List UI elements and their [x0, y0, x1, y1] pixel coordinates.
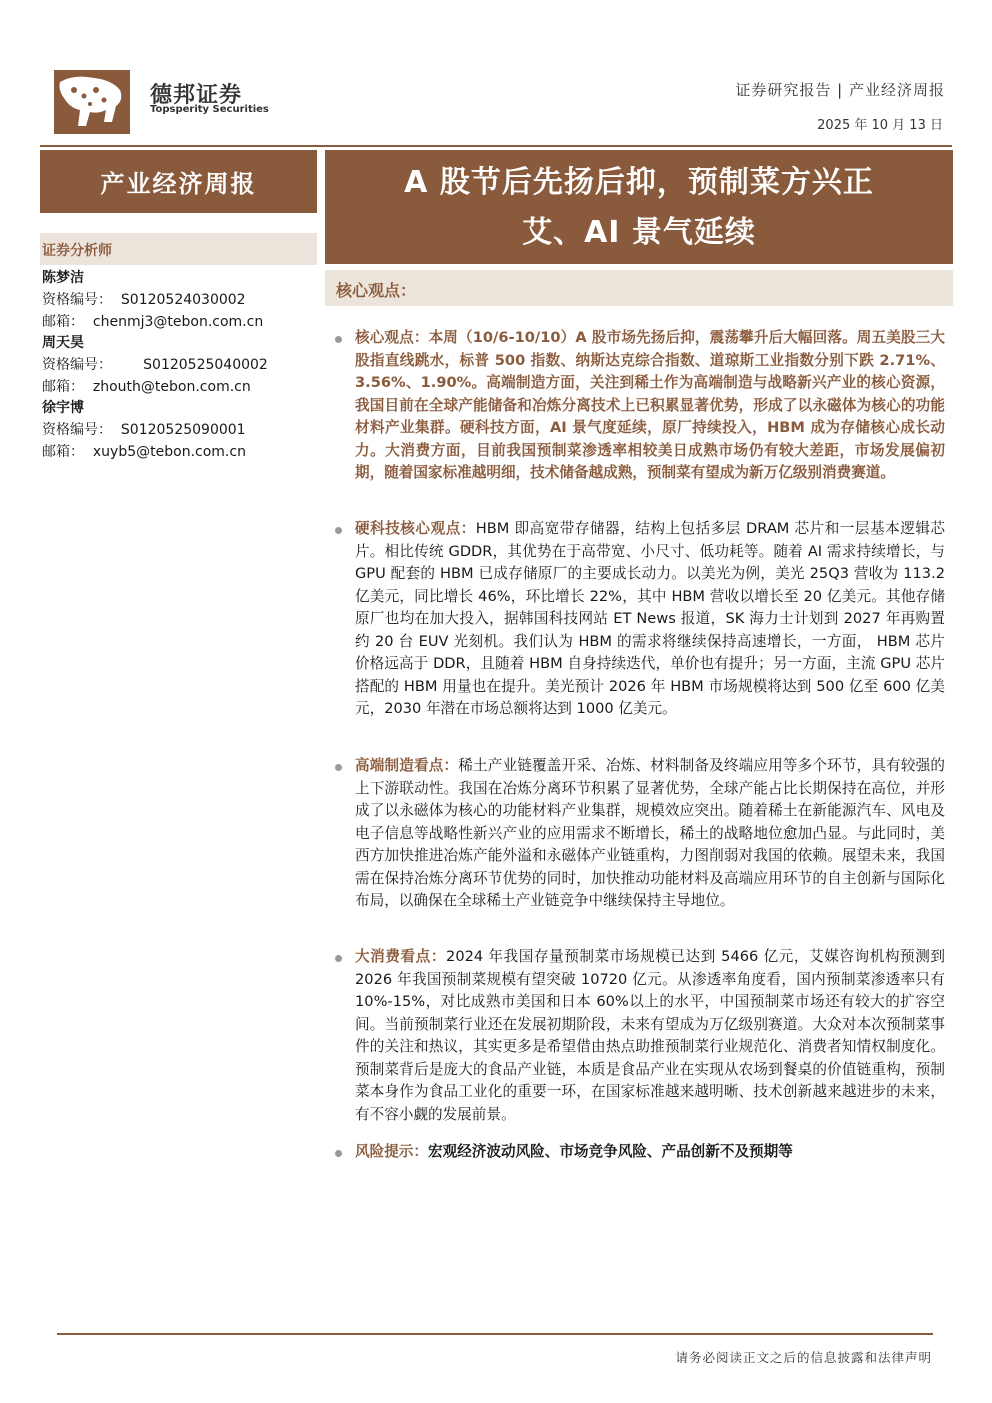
core-summary-paragraph: 核心观点：本周（10/6-10/10）A 股市场先扬后抑，震荡攀升后大幅回落。周五美股三大股指直线跳水，标普 500 指数、纳斯达克综合指数、道琼斯工业指数分别下跌 2.71%、3.56%、1.90%。高端制造方面，关注到稀土作为高端制造与战略新兴产业的核心资源，我国目前在全球产能储备和冶炼分离技术上已积累显著优势，形成了以永磁体为核心的功能材料产业集群。硬科技方面，AI 景气度延续，原厂持续投入，HBM 成为存储核心成长动力。大消费方面，目前我国预制菜渗透率相较美日成熟市场仍有较大差距，市场发展偏初期，随着国家标准越明细，技术储备越成熟，预制菜有望成为新万亿级别消费赛道。: [355, 329, 945, 481]
bullet-icon: [335, 955, 342, 962]
core-heading: 核心观点：: [336, 281, 417, 300]
brand-name-en: Topsperity Securities: [150, 104, 269, 115]
consumption-lead: 大消费看点：: [355, 948, 447, 965]
bullet-icon: [335, 764, 342, 771]
analyst-email[interactable]: 邮箱： chenmj3@tebon.com.cn: [42, 314, 264, 330]
consumption-paragraph: [355, 946, 945, 1126]
analyst-name: 徐宇博: [42, 400, 84, 416]
report-type: 证券研究报告 | 产业经济周报: [735, 81, 945, 99]
analyst-cert: 资格编号： S0120525040002: [42, 357, 268, 373]
analyst-name: 周天昊: [42, 335, 84, 351]
company-logo: [54, 70, 130, 134]
analyst-card: [42, 267, 263, 333]
analyst-heading: 证券分析师: [42, 243, 112, 259]
analyst-cert: 资格编号： S0120525090001: [42, 422, 246, 438]
report-title-line1: A 股节后先扬后抑，预制菜方兴正: [404, 165, 874, 200]
manufacturing-paragraph: [355, 755, 945, 913]
hardtech-text: HBM 即高宽带存储器，结构上包括多层 DRAM 芯片和一层基本逻辑芯片。相比传统 GDDR，其优势在于高带宽、小尺寸、低功耗等。随着 AI 需求持续增长，与 GPU 配套的 HBM 已成存储原厂的主要成长动力。以美光为例，美光 25Q3 营收为 113.2 亿美元，同比增长 46%，环比增长 22%，其中 HBM 营收以增长至 20 亿美元。其他存储原厂也均在加大投入，据韩国科技网站 ET News 报道，SK 海力士计划到 2027 年再购置约 20 台 EUV 光刻机。我们认为 HBM 的需求将继续保持高速增长，一方面， HBM 芯片价格远高于 DDR，且随着 HBM 自身持续迭代，单价也有提升；另一方面，主流 GPU 芯片搭配的 HBM 用量也在提升。美光预计 2026 年 HBM 市场规模将达到 500 亿至 600 亿美元，2030 年潜在市场总额将达到 1000 亿美元。: [355, 520, 945, 717]
analyst-card: [42, 397, 246, 463]
analyst-email[interactable]: 邮箱： zhouth@tebon.com.cn: [42, 379, 251, 395]
bullet-icon: [335, 1150, 342, 1157]
report-category-banner: 产业经济周报: [40, 150, 317, 213]
core-heading-bar: [325, 270, 953, 306]
report-title-line2: 艾、AI 景气延续: [522, 215, 756, 250]
bullet-icon: [335, 336, 342, 343]
hardtech-paragraph: [355, 518, 945, 721]
manufacturing-text: 稀土产业链覆盖开采、冶炼、材料制备及终端应用等多个环节，具有较强的上下游联动性。我国在冶炼分离环节积累了显著优势，全球产能占比长期保持在高位，并形成了以永磁体为核心的功能材料产业集群，规模效应突出。随着稀土在新能源汽车、风电及电子信息等战略性新兴产业的应用需求不断增长，稀土的战略地位愈加凸显。与此同时，美西方加快推进冶炼产能外溢和永磁体产业链重构，力图削弱对我国的依赖。展望未来，我国需在保持冶炼分离环节优势的同时，加快推动功能材料及高端应用环节的自主创新与国际化布局，以确保在全球稀土产业链竞争中继续保持主导地位。: [355, 757, 945, 909]
report-title: [325, 150, 953, 264]
hardtech-lead: 硬科技核心观点：: [355, 520, 476, 537]
footer-divider: [57, 1333, 933, 1335]
risk-lead: 风险提示：: [355, 1143, 428, 1160]
analyst-name: 陈梦洁: [42, 270, 84, 286]
analyst-card: [42, 332, 268, 398]
footer-disclaimer: 请务必阅读正文之后的信息披露和法律声明: [675, 1350, 932, 1365]
header-divider: [40, 145, 952, 147]
brand-name-cn: 德邦证券: [150, 83, 243, 108]
consumption-text: 2024 年我国存量预制菜市场规模已达到 5466 亿元，艾媒咨询机构预测到 2026 年我国预制菜规模有望突破 10720 亿元。从渗透率角度看，国内预制菜渗透率只有 10%-15%，对比成熟市美国和日本 60%以上的水平，中国预制菜市场还有较大的扩容空间。当前预制菜行业还在发展初期阶段，未来有望成为万亿级别赛道。大众对本次预制菜事件的关注和热议，其实更多是希望借由热点助推预制菜行业规范化、消费者知情权制度化。预制菜背后是庞大的食品产业链，本质是食品产业在实现从农场到餐桌的价值链重构，预制菜本身作为食品工业化的重要一环，在国家标准越来越明晰、技术创新越来越进步的未来，有不容小觑的发展前景。: [355, 948, 945, 1123]
report-date: 2025 年 10 月 13 日: [817, 118, 943, 133]
risk-paragraph: [355, 1141, 945, 1164]
bullet-icon: [335, 527, 342, 534]
manufacturing-lead: 高端制造看点：: [355, 757, 459, 774]
analyst-email[interactable]: 邮箱： xuyb5@tebon.com.cn: [42, 444, 246, 460]
analyst-cert: 资格编号： S0120524030002: [42, 292, 246, 308]
risk-text: 宏观经济波动风险、市场竞争风险、产品创新不及预期等: [427, 1143, 793, 1160]
